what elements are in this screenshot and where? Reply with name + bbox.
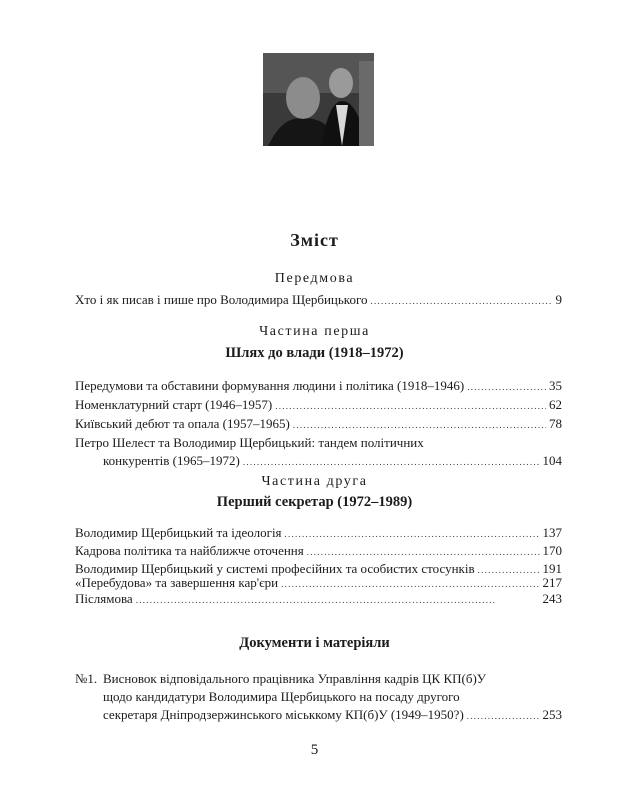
toc-entry-page: 78 — [549, 416, 562, 431]
leader-dots — [243, 453, 540, 470]
leader-dots — [275, 397, 546, 414]
toc-entry-page: 35 — [549, 378, 562, 393]
part1-name: Шлях до влади (1918–1972) — [225, 345, 404, 361]
toc-entry-title: секретаря Дніпродзержинського міськкому КП(б)У (1949–1950?) — [103, 707, 464, 722]
preface-label: Передмова — [274, 271, 355, 286]
part2-label: Частина друга — [261, 474, 368, 489]
toc-entry[interactable] — [75, 591, 562, 608]
photo-icon — [263, 53, 374, 146]
toc-entry-title: Кадрова політика та найближче оточення — [75, 543, 304, 558]
toc-entry-title-line1[interactable]: Петро Шелест та Володимир Щербицький: тандем політичних — [75, 435, 424, 450]
toc-entry[interactable] — [75, 575, 562, 592]
toc-entry[interactable] — [75, 416, 562, 433]
leader-dots — [285, 525, 540, 542]
toc-entry-page: 62 — [549, 397, 562, 412]
toc-entry-title: Хто і як писав і пише про Володимира Щербицького — [75, 292, 368, 307]
document-title-line1[interactable]: Висновок відповідального працівника Управління кадрів ЦК КП(б)У — [103, 671, 487, 686]
leader-dots — [467, 707, 540, 724]
toc-entry-page: 9 — [555, 292, 562, 307]
toc-entry-title: Післямова — [75, 591, 133, 606]
document-title-line2[interactable]: щодо кандидатури Володимира Щербицького на посаду другого — [103, 689, 460, 704]
toc-entry-page: 137 — [542, 525, 562, 540]
toc-entry-document[interactable] — [103, 707, 562, 724]
leader-dots — [136, 591, 540, 608]
toc-entry-page: 243 — [542, 591, 562, 606]
photo-portrait — [263, 53, 374, 146]
leader-dots — [370, 292, 552, 309]
part2-name: Перший секретар (1972–1989) — [216, 494, 413, 510]
toc-entry-page: 217 — [542, 575, 562, 590]
documents-title: Документи і матеріяли — [239, 635, 390, 651]
toc-entry[interactable] — [75, 543, 562, 560]
toc-entry[interactable] — [75, 397, 562, 414]
toc-entry-title: Передумови та обставини формування людини і політика (1918–1946) — [75, 378, 465, 393]
toc-entry-title: конкурентів (1965–1972) — [103, 453, 240, 468]
toc-entry-title: Володимир Щербицький та ідеологія — [75, 525, 282, 540]
toc-entry-page: 191 — [542, 561, 562, 576]
toc-entry-title: Володимир Щербицький у системі професійних та особистих стосунків — [75, 561, 475, 576]
toc-entry[interactable] — [75, 378, 562, 395]
toc-entry-title: Київський дебют та опала (1957–1965) — [75, 416, 290, 431]
document-number: №1. — [75, 671, 98, 686]
toc-title: Зміст — [290, 230, 339, 250]
toc-entry-title: Номенклатурний старт (1946–1957) — [75, 397, 273, 412]
toc-entry-page: 170 — [542, 543, 562, 558]
page-number: 5 — [310, 742, 319, 758]
toc-entry[interactable] — [75, 525, 562, 542]
toc-entry-preface[interactable] — [75, 292, 562, 309]
toc-entry-title: «Перебудова» та завершення кар'єри — [75, 575, 279, 590]
leader-dots — [281, 575, 539, 592]
leader-dots — [293, 416, 546, 433]
toc-entry[interactable] — [103, 453, 562, 470]
part1-label: Частина перша — [259, 324, 370, 339]
toc-entry-page: 104 — [542, 453, 562, 468]
toc-entry-page: 253 — [542, 707, 562, 722]
leader-dots — [307, 543, 540, 560]
leader-dots — [467, 378, 546, 395]
